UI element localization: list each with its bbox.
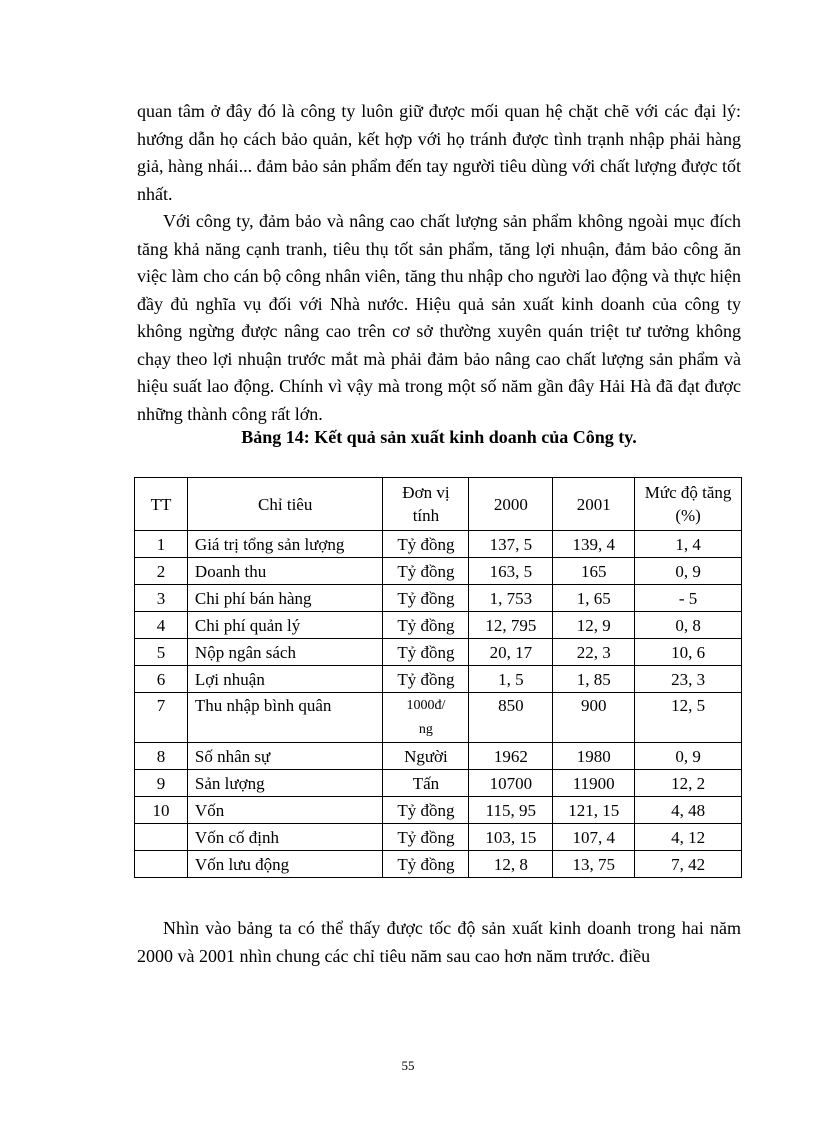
cell-growth: 4, 48 (635, 797, 742, 824)
header-indicator: Chỉ tiêu (187, 478, 383, 531)
header-growth (635, 478, 742, 531)
cell-unit: Tỷ đồng (383, 558, 469, 585)
cell-2000: 10700 (469, 770, 553, 797)
cell-unit: Tỷ đồng (383, 531, 469, 558)
cell-unit (383, 693, 469, 743)
cell-tt: 1 (135, 531, 188, 558)
cell-indicator: Vốn (187, 797, 383, 824)
cell-tt (135, 824, 188, 851)
header-2000: 2000 (469, 478, 553, 531)
table-caption: Bảng 14: Kết quả sản xuất kinh doanh của Công ty. (241, 427, 637, 447)
cell-2001: 1, 85 (553, 666, 635, 693)
cell-2001: 11900 (553, 770, 635, 797)
cell-indicator: Vốn cố định (187, 824, 383, 851)
header-2001: 2001 (553, 478, 635, 531)
cell-indicator: Vốn lưu động (187, 851, 383, 878)
cell-2000: 163, 5 (469, 558, 553, 585)
cell-2000: 115, 95 (469, 797, 553, 824)
table-row (135, 612, 742, 639)
cell-2000: 12, 795 (469, 612, 553, 639)
cell-tt: 2 (135, 558, 188, 585)
results-table (134, 477, 742, 878)
cell-2000: 20, 17 (469, 639, 553, 666)
table-row (135, 770, 742, 797)
cell-tt: 7 (135, 693, 188, 743)
cell-growth: 10, 6 (635, 639, 742, 666)
paragraph-2: Với công ty, đảm bảo và nâng cao chất lượng sản phẩm không ngoài mục đích tăng khả năng cạnh tranh, tiêu thụ tốt sản phẩm, tăng lợi nhuận, đảm bảo công ăn việc làm cho cán bộ công nhân viên, tăng thu nhập cho người lao động và thực hiện đầy đủ nghĩa vụ đối với Nhà nước. Hiệu quả sản xuất kinh doanh của công ty không ngừng được nâng cao trên cơ sở thường xuyên quán triệt tư tưởng không chạy theo lợi nhuận trước mắt mà phải đảm bảo nâng cao chất lượng sản phẩm và hiệu suất lao động. Chính vì vậy mà trong một số năm gần đây Hải Hà đã đạt được những thành công rất lớn. (137, 211, 741, 424)
cell-tt: 3 (135, 585, 188, 612)
cell-2000: 1, 5 (469, 666, 553, 693)
table-row (135, 639, 742, 666)
cell-tt (135, 851, 188, 878)
cell-2000: 12, 8 (469, 851, 553, 878)
cell-tt: 10 (135, 797, 188, 824)
table-row (135, 666, 742, 693)
cell-tt: 9 (135, 770, 188, 797)
cell-growth: 23, 3 (635, 666, 742, 693)
cell-2001: 900 (553, 693, 635, 743)
cell-indicator: Chi phí bán hàng (187, 585, 383, 612)
cell-tt: 8 (135, 743, 188, 770)
cell-2001: 165 (553, 558, 635, 585)
cell-2000: 1962 (469, 743, 553, 770)
cell-2000: 137, 5 (469, 531, 553, 558)
cell-indicator: Lợi nhuận (187, 666, 383, 693)
table-row (135, 797, 742, 824)
table-header-row (135, 478, 742, 531)
cell-tt: 5 (135, 639, 188, 666)
cell-growth: 0, 8 (635, 612, 742, 639)
cell-growth: 12, 5 (635, 693, 742, 743)
table-row (135, 585, 742, 612)
cell-unit: Tỷ đồng (383, 797, 469, 824)
cell-2000: 103, 15 (469, 824, 553, 851)
cell-indicator: Chi phí quản lý (187, 612, 383, 639)
cell-indicator: Sản lượng (187, 770, 383, 797)
cell-2001: 107, 4 (553, 824, 635, 851)
table-row (135, 824, 742, 851)
cell-2001: 1980 (553, 743, 635, 770)
table-row (135, 851, 742, 878)
cell-growth: 0, 9 (635, 743, 742, 770)
cell-tt: 6 (135, 666, 188, 693)
cell-unit: Tỷ đồng (383, 585, 469, 612)
cell-2001: 22, 3 (553, 639, 635, 666)
header-tt: TT (135, 478, 188, 531)
cell-indicator: Giá trị tổng sản lượng (187, 531, 383, 558)
cell-growth: 0, 9 (635, 558, 742, 585)
cell-unit: Tỷ đồng (383, 639, 469, 666)
cell-growth: 7, 42 (635, 851, 742, 878)
cell-indicator: Thu nhập bình quân (187, 693, 383, 743)
header-unit-line1: Đơn vị (402, 483, 450, 502)
cell-unit-line1: 1000đ/ (406, 698, 446, 713)
cell-growth: 12, 2 (635, 770, 742, 797)
cell-unit: Tỷ đồng (383, 824, 469, 851)
cell-unit: Tỷ đồng (383, 612, 469, 639)
cell-2001: 139, 4 (553, 531, 635, 558)
cell-tt: 4 (135, 612, 188, 639)
cell-unit: Tỷ đồng (383, 851, 469, 878)
paragraph-3: Nhìn vào bảng ta có thể thấy được tốc độ sản xuất kinh doanh trong hai năm 2000 và 2001 nhìn chung các chỉ tiêu năm sau cao hơn năm trước. điều (137, 918, 741, 966)
cell-unit: Người (383, 743, 469, 770)
paragraph-1: quan tâm ở đây đó là công ty luôn giữ được mối quan hệ chặt chẽ với các đại lý: hướng dẫn họ cách bảo quản, kết hợp với họ tránh được tình trạnh nhập phải hàng giả, hàng nhái... đảm bảo sản phẩm đến tay người tiêu dùng với chất lượng được tốt nhất. (137, 101, 741, 204)
cell-indicator: Nộp ngân sách (187, 639, 383, 666)
header-growth-line1: Mức độ tăng (644, 483, 732, 502)
cell-2001: 1, 65 (553, 585, 635, 612)
cell-2001: 121, 15 (553, 797, 635, 824)
header-unit (383, 478, 469, 531)
cell-2000: 850 (469, 693, 553, 743)
cell-indicator: Doanh thu (187, 558, 383, 585)
cell-2001: 13, 75 (553, 851, 635, 878)
cell-growth: - 5 (635, 585, 742, 612)
cell-unit-line2: ng (418, 722, 433, 737)
table-row (135, 558, 742, 585)
cell-unit: Tỷ đồng (383, 666, 469, 693)
header-growth-line2: (%) (675, 506, 701, 525)
cell-growth: 4, 12 (635, 824, 742, 851)
cell-2000: 1, 753 (469, 585, 553, 612)
cell-2001: 12, 9 (553, 612, 635, 639)
cell-indicator: Số nhân sự (187, 743, 383, 770)
table-row (135, 531, 742, 558)
table-row (135, 693, 742, 743)
cell-growth: 1, 4 (635, 531, 742, 558)
table-row (135, 743, 742, 770)
cell-unit: Tấn (383, 770, 469, 797)
header-unit-line2: tính (412, 506, 440, 525)
page-number: 55 (401, 1058, 415, 1073)
